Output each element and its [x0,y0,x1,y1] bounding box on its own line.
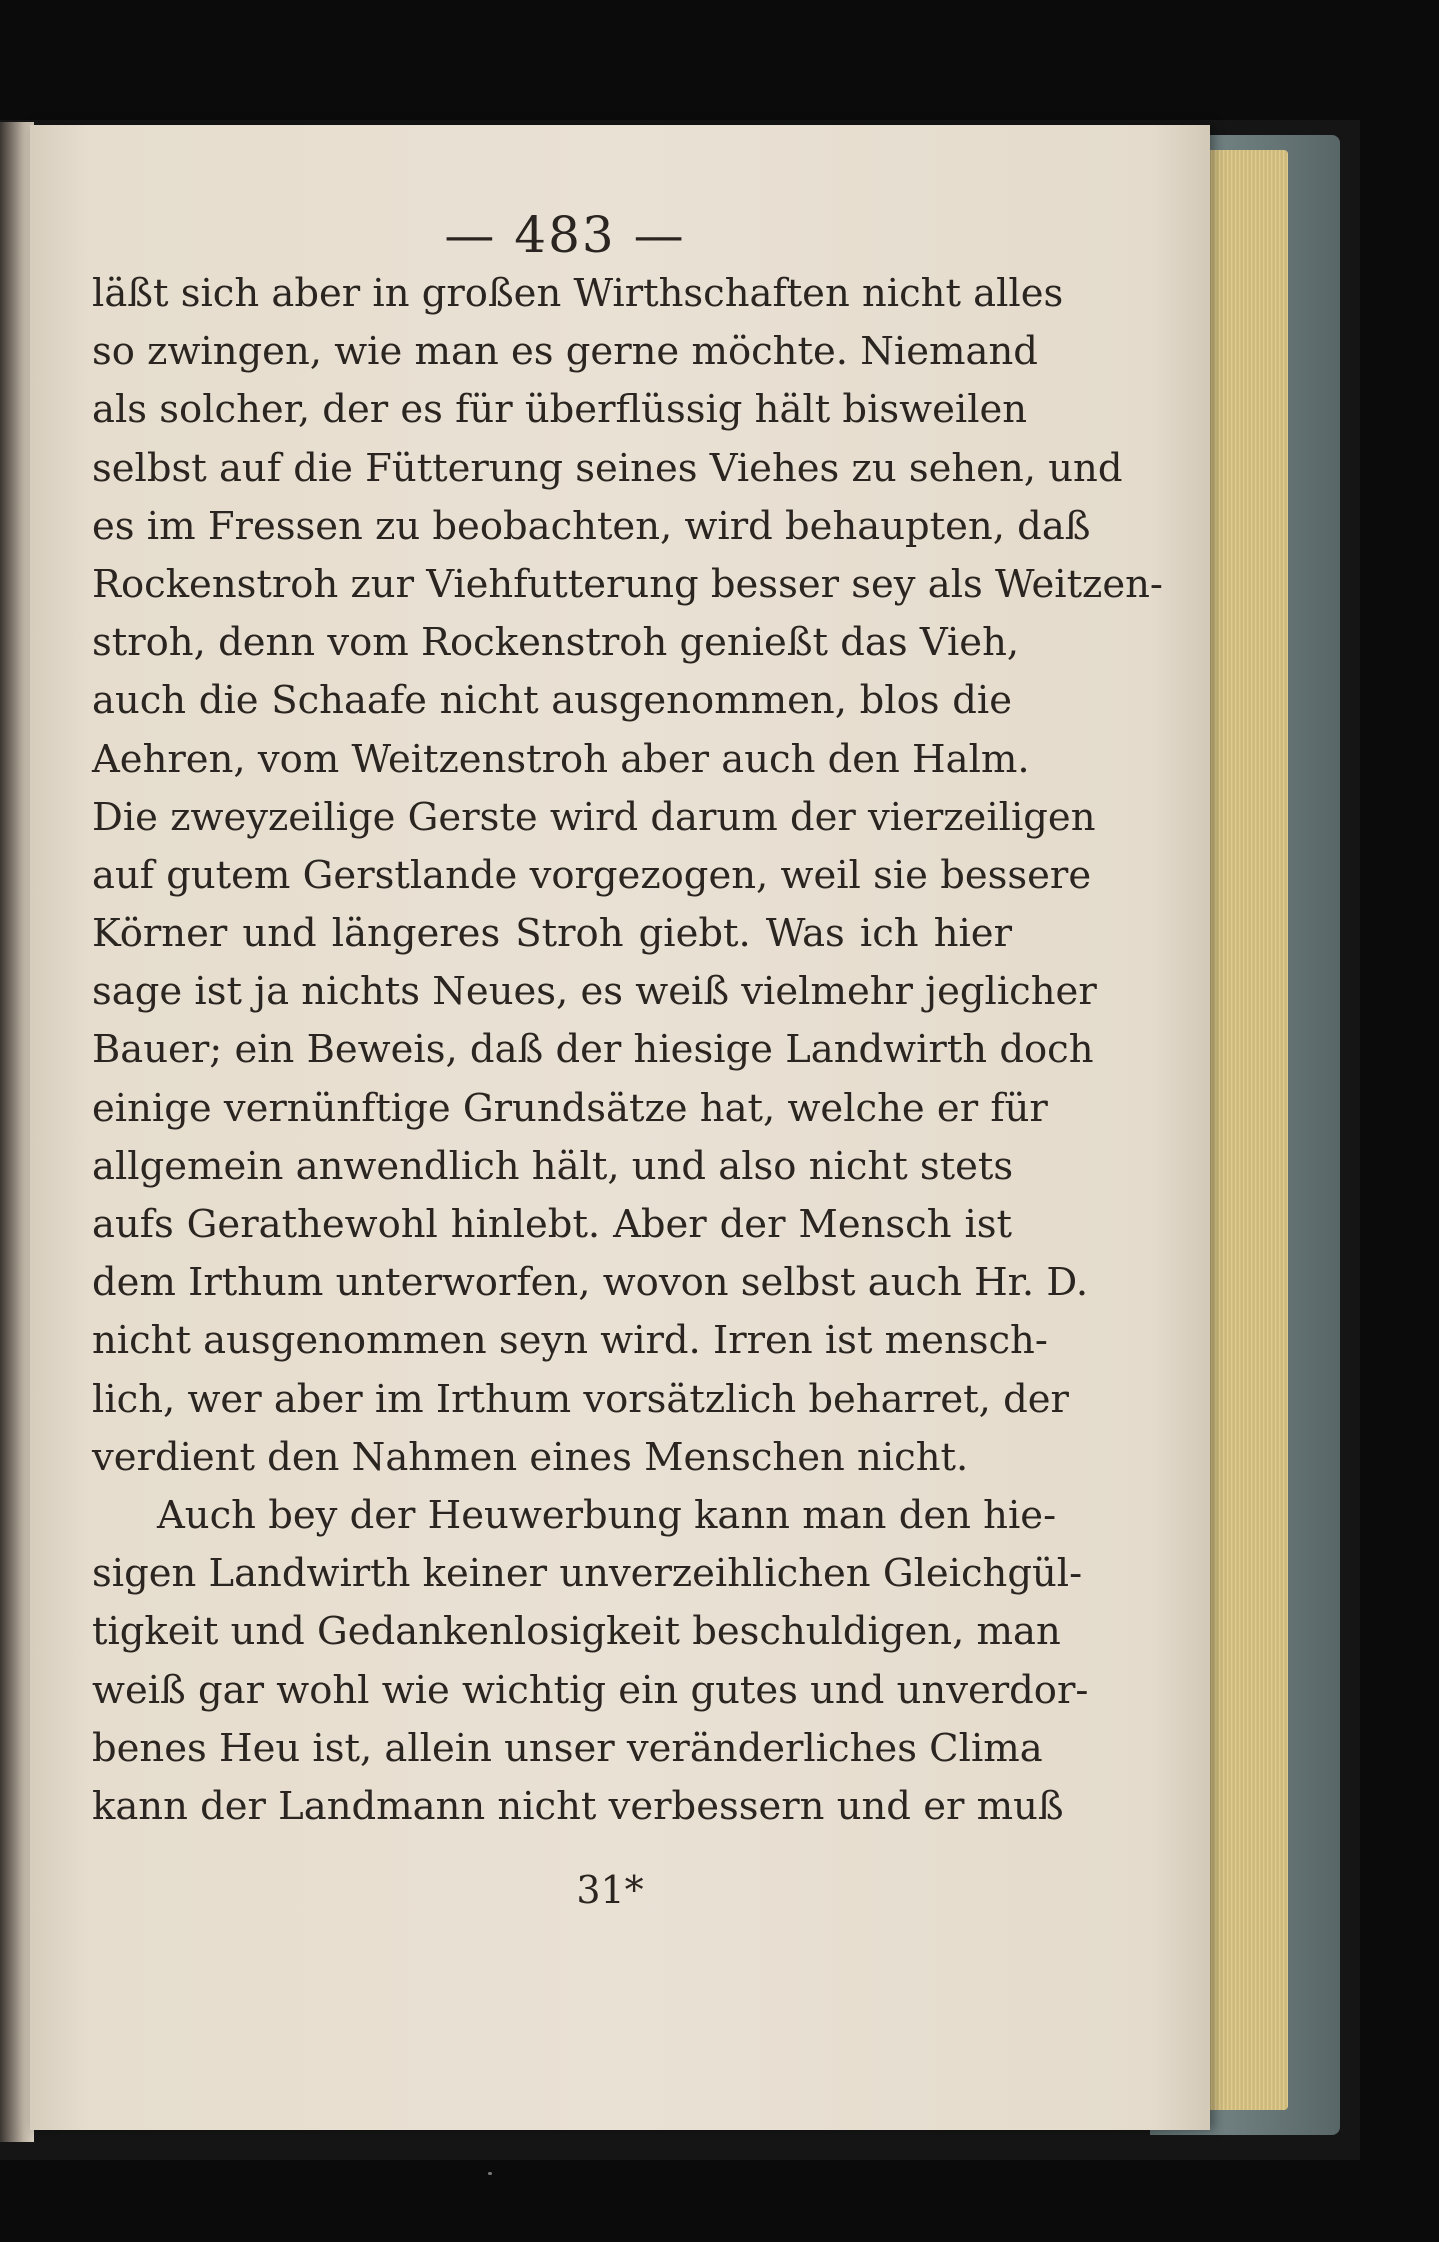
text-line: Die zweyzeilige Gerste wird darum der vierzeiligen [92,794,1096,840]
text-line: sigen Landwirth keiner unverzeihlichen Gleichgül- [92,1551,1083,1597]
text-line: kann der Landmann nicht verbessern und er muß [92,1783,1064,1829]
page-body-text [92,265,1163,1836]
text-line: dem Irthum unterworfen, wovon selbst auch Hr. D. [92,1260,1089,1306]
text-line: auch die Schaafe nicht ausgenommen, blos die [92,678,1012,724]
dust-speck [488,2172,492,2175]
text-line: sage ist ja nichts Neues, es weiß vielmehr jeglicher [92,969,1097,1015]
text-line: benes Heu ist, allein unser veränderliches Clima [92,1725,1043,1771]
text-line: läßt sich aber in großen Wirthschaften nicht alles [92,271,1064,316]
text-line: tigkeit und Gedankenlosigkeit beschuldigen, man [92,1609,1061,1655]
text-line: selbst auf die Fütterung seines Viehes zu sehen, und [92,445,1123,491]
signature-mark: 31* [576,1868,644,1912]
text-line: verdient den Nahmen eines Menschen nicht. [92,1434,969,1480]
text-line: als solcher, der es für überflüssig hält bisweilen [92,387,1028,433]
text-line: auf gutem Gerstlande vorgezogen, weil sie bessere [92,852,1092,898]
text-line: stroh, denn vom Rockenstroh genießt das Vieh, [92,620,1020,666]
book-page [30,125,1210,2130]
page-number-head: — 483 — [444,206,686,264]
text-line-paragraph-start: Auch bey der Heuwerbung kann man den hie- [157,1492,1057,1538]
text-line: Bauer; ein Beweis, daß der hiesige Landwirth doch [92,1027,1094,1073]
text-line: Aehren, vom Weitzenstroh aber auch den Halm. [92,736,1030,782]
text-line: es im Fressen zu beobachten, wird behaupten, daß [92,503,1091,549]
text-line: Körner und längeres Stroh giebt. Was ich hier [92,911,1012,957]
left-page-edge [0,122,34,2142]
text-line: so zwingen, wie man es gerne möchte. Niemand [92,329,1038,375]
text-line: weiß gar wohl wie wichtig ein gutes und unverdor- [92,1667,1089,1713]
text-line: allgemein anwendlich hält, und also nicht stets [92,1143,1014,1189]
text-line: nicht ausgenommen seyn wird. Irren ist mensch- [92,1318,1048,1364]
text-line: Rockenstroh zur Viehfutterung besser sey als Weitzen- [92,561,1163,607]
text-line: aufs Gerathewohl hinlebt. Aber der Mensch ist [92,1202,1012,1247]
text-line: lich, wer aber im Irthum vorsätzlich beharret, der [92,1376,1069,1422]
text-line: einige vernünftige Grundsätze hat, welche er für [92,1085,1048,1131]
